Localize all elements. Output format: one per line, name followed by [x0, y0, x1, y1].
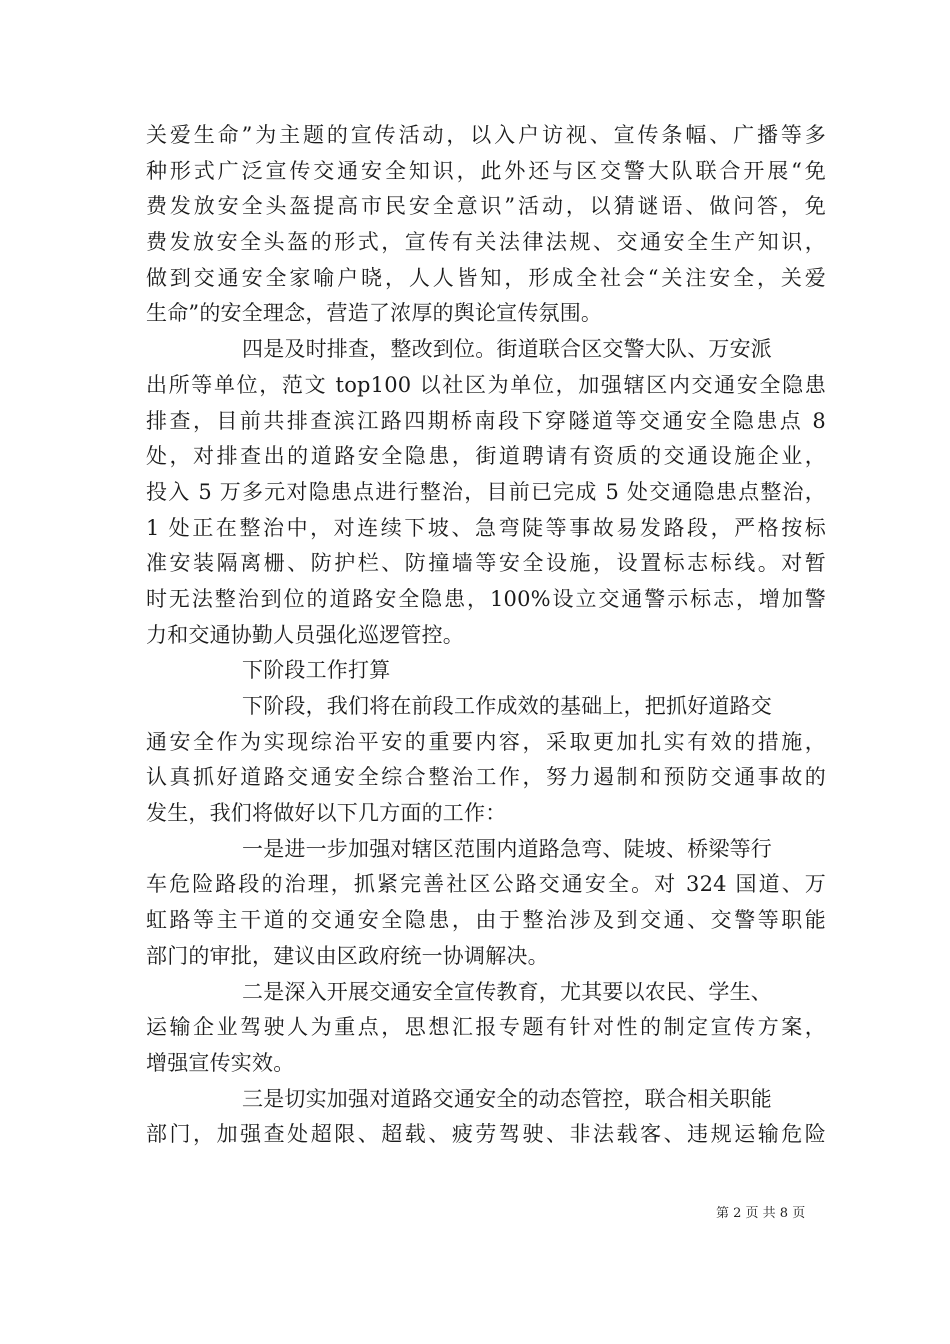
section-heading: 下阶段工作打算: [242, 658, 391, 683]
paragraph-start-line: 下阶段，我们将在前段工作成效的基础上，把抓好道路交: [242, 694, 772, 718]
text-line: 增强宣传实效。: [146, 1050, 295, 1075]
text-line: 投入 5 万多元对隐患点进行整治，目前已完成 5 处交通隐患点整治，: [146, 479, 826, 504]
text-line: 发生，我们将做好以下几方面的工作：: [146, 801, 507, 826]
text-line: 做到交通安全家喻户晓，人人皆知，形成全社会“关注安全，关爱: [146, 265, 826, 290]
text-line: 排查，目前共排查滨江路四期桥南段下穿隧道等交通安全隐患点 8: [146, 408, 826, 433]
text-line: 处，对排查出的道路安全隐患，街道聘请有资质的交通设施企业，: [146, 444, 826, 469]
text-line: 费发放安全头盔的形式，宣传有关法律法规、交通安全生产知识，: [146, 230, 826, 255]
text-line: 运输企业驾驶人为重点，思想汇报专题有针对性的制定宣传方案，: [146, 1015, 826, 1040]
text-line: 1 处正在整治中，对连续下坡、急弯陡等事故易发路段，严格按标: [146, 515, 826, 540]
text-line: 种形式广泛宣传交通安全知识，此外还与区交警大队联合开展“免: [146, 158, 826, 183]
text-line: 出所等单位，范文 top100 以社区为单位，加强辖区内交通安全隐患: [146, 372, 826, 397]
paragraph-start-line: 一是进一步加强对辖区范围内道路急弯、陡坡、桥梁等行: [242, 836, 772, 861]
text-line: 虹路等主干道的交通安全隐患，由于整治涉及到交通、交警等职能: [146, 908, 826, 933]
text-line: 部门的审批，建议由区政府统一协调解决。: [146, 943, 549, 968]
text-line: 时无法整治到位的道路安全隐患，100%设立交通警示标志，增加警: [146, 586, 826, 611]
paragraph-start-line: 三是切实加强对道路交通安全的动态管控，联合相关职能: [242, 1086, 772, 1111]
paragraph-start-line: 二是深入开展交通安全宣传教育，尤其要以农民、学生、: [242, 979, 772, 1004]
text-line: 费发放安全头盔提高市民安全意识”活动，以猜谜语、做问答，免: [146, 194, 826, 219]
text-line: 生命”的安全理念，营造了浓厚的舆论宣传氛围。: [146, 301, 603, 326]
document-body: [146, 118, 826, 1153]
text-line: 准安装隔离栅、防护栏、防撞墙等安全设施，设置标志标线。对暂: [146, 551, 826, 576]
text-line: 力和交通协勤人员强化巡逻管控。: [146, 622, 464, 647]
paragraph-start-line: 四是及时排查，整改到位。街道联合区交警大队、万安派: [242, 337, 772, 362]
text-line: 部门，加强查处超限、超载、疲劳驾驶、非法载客、违规运输危险: [146, 1122, 826, 1147]
text-line: 关爱生命”为主题的宣传活动，以入户访视、宣传条幅、广播等多: [146, 123, 826, 147]
page-number: 第 2 页 共 8 页: [716, 1206, 806, 1221]
text-line: 认真抓好道路交通安全综合整治工作，努力遏制和预防交通事故的: [146, 765, 826, 790]
text-line: 车危险路段的治理，抓紧完善社区公路交通安全。对 324 国道、万: [146, 872, 826, 897]
text-line: 通安全作为实现综治平安的重要内容，采取更加扎实有效的措施，: [146, 729, 826, 754]
